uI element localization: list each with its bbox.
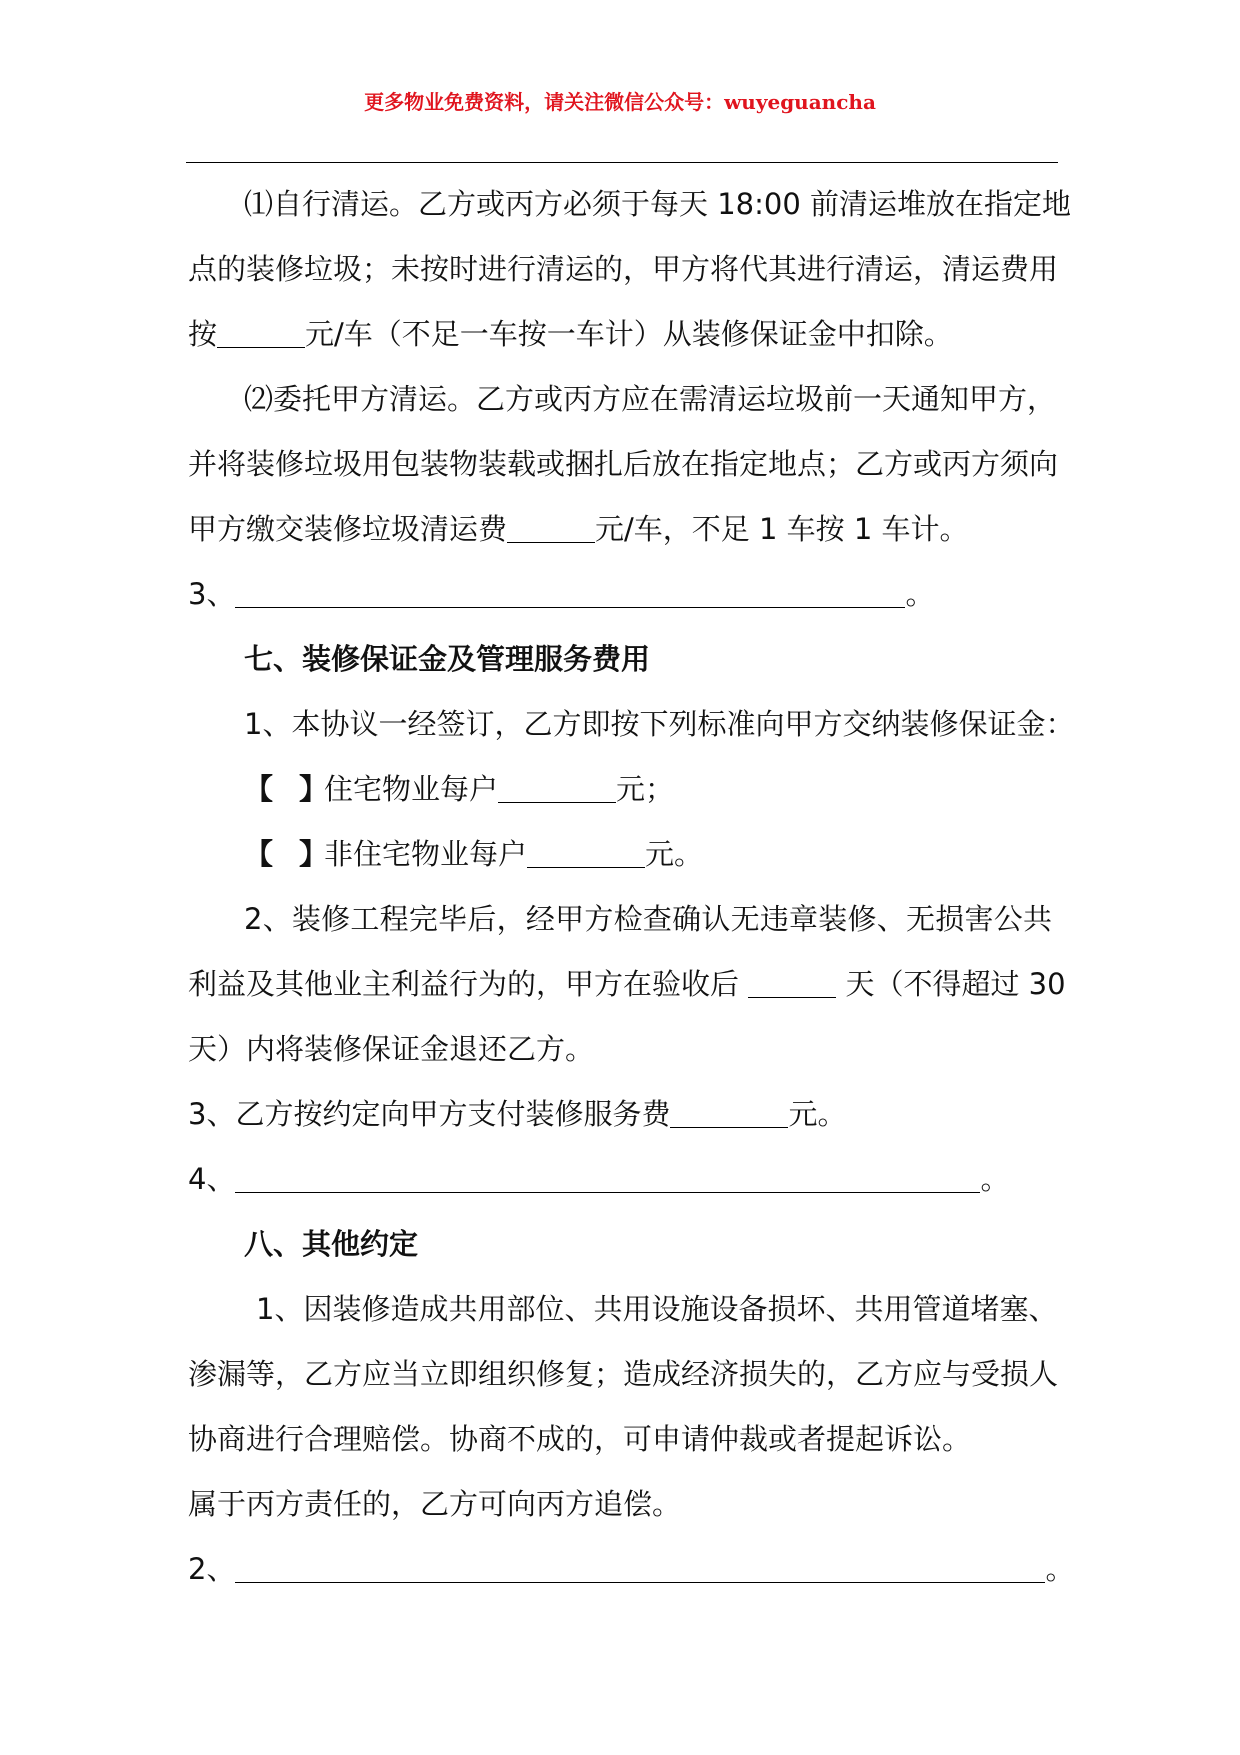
item-number: 4、 — [188, 1162, 236, 1196]
paragraph-line — [188, 1147, 1052, 1212]
checkbox-bracket[interactable]: 【 】 — [244, 837, 329, 871]
paragraph-line: 渗漏等，乙方应当立即组织修复；造成经济损失的，乙方应与受损人 — [188, 1357, 1059, 1391]
paragraph-line: 1、因装修造成共用部位、共用设施设备损坏、共用管道堵塞、 — [256, 1292, 1058, 1326]
paragraph-line: 天）内将装修保证金退还乙方。 — [188, 1032, 595, 1066]
item-number: 3、 — [188, 577, 236, 611]
fill-blank[interactable] — [670, 1097, 788, 1128]
paragraph-line: ⑵委托甲方清运。乙方或丙方应在需清运垃圾前一天通知甲方， — [244, 382, 1057, 416]
paragraph-line: 点的装修垃圾；未按时进行清运的，甲方将代其进行清运，清运费用 — [188, 252, 1059, 286]
text: 3、乙方按约定向甲方支付装修服务费 — [188, 1097, 671, 1131]
header-rule — [186, 162, 1058, 163]
text: 元。 — [645, 837, 704, 871]
option-line — [188, 822, 1052, 887]
fill-blank[interactable] — [498, 772, 616, 803]
paragraph-line — [188, 1537, 1075, 1602]
fill-blank[interactable] — [507, 512, 595, 543]
option-line — [188, 757, 1052, 822]
text: 。 — [905, 577, 935, 611]
text: 元/车，不足 1 车按 1 车计。 — [595, 512, 969, 546]
text: 按 — [188, 317, 218, 351]
text: 元。 — [788, 1097, 847, 1131]
text: 。 — [980, 1162, 1010, 1196]
paragraph-line — [188, 497, 1052, 562]
text: 元； — [616, 772, 675, 806]
fill-blank[interactable] — [748, 967, 836, 998]
fill-blank[interactable] — [235, 1162, 980, 1193]
paragraph-line: ⑴自行清运。乙方或丙方必须于每天 18:00 前清运堆放在指定地 — [244, 187, 1072, 221]
paragraph-line — [188, 562, 1052, 627]
paragraph-line — [188, 1082, 1052, 1147]
paragraph-line: 协商进行合理赔偿。协商不成的，可申请仲裁或者提起诉讼。 — [188, 1422, 972, 1456]
fill-blank[interactable] — [235, 577, 905, 608]
text: 。 — [1045, 1552, 1075, 1586]
fill-blank[interactable] — [527, 837, 645, 868]
paragraph-line — [188, 952, 1066, 1017]
paragraph-line: 属于丙方责任的，乙方可向丙方追偿。 — [188, 1487, 682, 1521]
item-number: 2、 — [188, 1552, 236, 1586]
paragraph-line: 1、本协议一经签订，乙方即按下列标准向甲方交纳装修保证金： — [244, 707, 1075, 741]
text: 住宅物业每户 — [324, 772, 499, 806]
section-title: 八、其他约定 — [244, 1227, 419, 1261]
paragraph-line: 并将装修垃圾用包装物装载或捆扎后放在指定地点；乙方或丙方须向 — [188, 447, 1059, 481]
text: 天（不得超过 30 — [845, 967, 1066, 1001]
section-title: 七、装修保证金及管理服务费用 — [244, 642, 651, 676]
document-body — [188, 172, 1075, 1602]
paragraph-line: 2、装修工程完毕后，经甲方检查确认无违章装修、无损害公共 — [244, 902, 1052, 936]
text: 非住宅物业每户 — [324, 837, 528, 871]
paragraph-line — [188, 302, 1052, 367]
text: 利益及其他业主利益行为的，甲方在验收后 — [188, 967, 740, 1001]
fill-blank[interactable] — [235, 1552, 1045, 1583]
checkbox-bracket[interactable]: 【 】 — [244, 772, 329, 806]
promo-header: 更多物业免费资料，请关注微信公众号：wuyeguancha — [364, 90, 876, 114]
fill-blank[interactable] — [217, 317, 305, 348]
text: 元/车（不足一车按一车计）从装修保证金中扣除。 — [305, 317, 953, 351]
text: 甲方缴交装修垃圾清运费 — [188, 512, 508, 546]
